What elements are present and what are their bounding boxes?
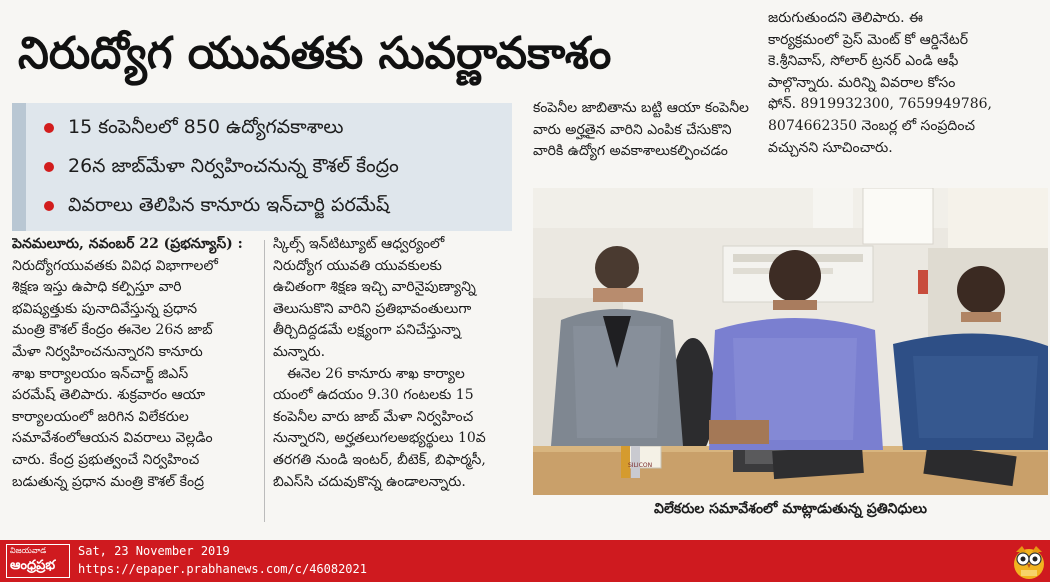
highlights-bar [12,103,26,231]
article-line: బిఎస్‌సి చదువుకొన్న ఉండాలన్నారు. [273,473,466,490]
article-line: తెలుసుకొని వారిని ప్రతిభావంతులుగా [273,300,472,317]
photo-caption: విలేకరుల సమావేశంలో మాట్లాడుతున్న ప్రతినిధులు [654,501,927,517]
article-line: ఈనెల 26 కానూరు శాఖ కార్యాల [287,365,465,382]
owl-mascot-icon [1012,542,1046,580]
dateline: పెనమలూరు, నవంబర్ 22 (ప్రభన్యూస్) : [12,236,243,252]
bullet-dot-icon [44,162,54,172]
article-line: మన్నారు. [273,343,326,360]
article-line: కంపెనీల జాబితాను బట్టి ఆయా కంపెనీల [533,100,749,116]
article-line: చారు. కేంద్ర ప్రభుత్వంచే నిర్వహించ [12,451,200,468]
desk-label: SILICON [628,462,653,469]
article-column-4 [768,8,1046,184]
article-line: వారికి ఉద్యోగ అవకాశాలుకల్పించడం [533,143,728,160]
brand-name: ఆంధ్రప్రభ [10,558,56,573]
highlight-item: 15 కంపెనీలలో 850 ఉద్యోగవకాశాలు [44,112,504,142]
article-line: జరుగుతుందని తెలిపారు. ఈ [768,10,923,26]
brand-logo [6,544,70,578]
article-line: శాఖ కార్యాలయం ఇన్‌చార్జ్ జిఎస్ [12,365,189,382]
article-line: పరమేష్ తెలిపారు. శుక్రవారం ఆయా [12,387,206,404]
article-line: కార్యక్రమంలో ప్రెస్ మెంట్ కో ఆర్డినేటర్ [768,31,968,48]
article-line: తరగతి నుండి ఇంటర్, బీటెక్, బిఫార్మసీ, [273,451,486,468]
epaper-url[interactable]: https://epaper.prabhanews.com/c/46082021 [78,562,367,576]
edition-date: Sat, 23 November 2019 [78,544,230,558]
article-line: యంలో ఉదయం 9.30 గంటలకు 15 [273,387,474,404]
article-line: ఉచితంగా శిక్షణ ఇచ్చి వారినైపుణ్యాన్ని [273,279,476,296]
article-line: మేళా నిర్వహించనున్నారని కానూరు [12,343,203,360]
article-line: కె.శ్రీనివాస్, సోలార్ ట్రనర్ ఎండి ఆఫీ [768,53,959,70]
article-line: 8074662350 నెంబర్ల లో సంప్రదించ [768,117,976,134]
brand-edition: విజయవాడ [10,546,47,555]
bullet-dot-icon [44,123,54,133]
article-line: నున్నారని, అర్హతలుగలఅభ్యర్థులు 10వ [273,430,486,447]
article-line: పాల్గొన్నారు. మరిన్ని వివరాల కోసం [768,74,956,91]
article-line: శిక్షణ ఇస్తు ఉపాధి కల్పిస్తూ వారి [12,279,182,296]
article-column-1 [12,234,260,524]
article-line: నిరుద్యోగయువతకు వివిధ విభాగాలలో [12,257,218,274]
article-line: భవిష్యత్తుకు పునాదివేస్తున్న ప్రధాన [12,300,198,317]
article-line: ఫోన్. 8919932300, 7659949786, [768,96,992,113]
article-line: వారు అర్హతైన వారిని ఎంపిక చేసుకొని [533,121,732,138]
article-line: వచ్చునని సూచించారు. [768,139,893,156]
article-line: కంపెనీల వారు జాబ్ మేళా నిర్వహించ [273,408,474,425]
article-line: నిరుద్యోగ యువతి యువకులకు [273,257,442,274]
highlight-item: 26న జాబ్‌మేళా నిర్వహించనున్న కౌశల్ కేంద్రం [44,151,504,181]
article-line: బడుతున్న ప్రధాన మంత్రి కౌశల్ కేంద్ర [12,473,204,490]
article-column-3 [533,98,763,182]
highlight-item: వివరాలు తెలిపిన కానూరు ఇన్‌చార్జి పరమేష్ [44,190,504,220]
bullet-dot-icon [44,201,54,211]
headline: నిరుద్యోగ యువతకు సువర్ణావకాశం [18,28,612,79]
article-line: సమావేశంలోఆయన వివరాలు వెల్లడిం [12,430,213,447]
article-line: కార్యాలయంలో జరిగిన విలేకరుల [12,408,189,425]
column-divider [264,240,265,522]
highlights-box [12,103,512,231]
article-line: స్కిల్స్ ఇన్‌టిట్యూట్ ఆధ్వర్యంలో [273,236,445,252]
article-line: తీర్చిదిద్దడమే లక్ష్యంగా పనిచేస్తున్నా [273,322,461,339]
news-photo [533,188,1048,495]
article-column-2 [273,234,518,524]
article-line: మంత్రి కౌశల్ కేంద్రం ఈనెల 26న జాబ్ [12,322,213,339]
